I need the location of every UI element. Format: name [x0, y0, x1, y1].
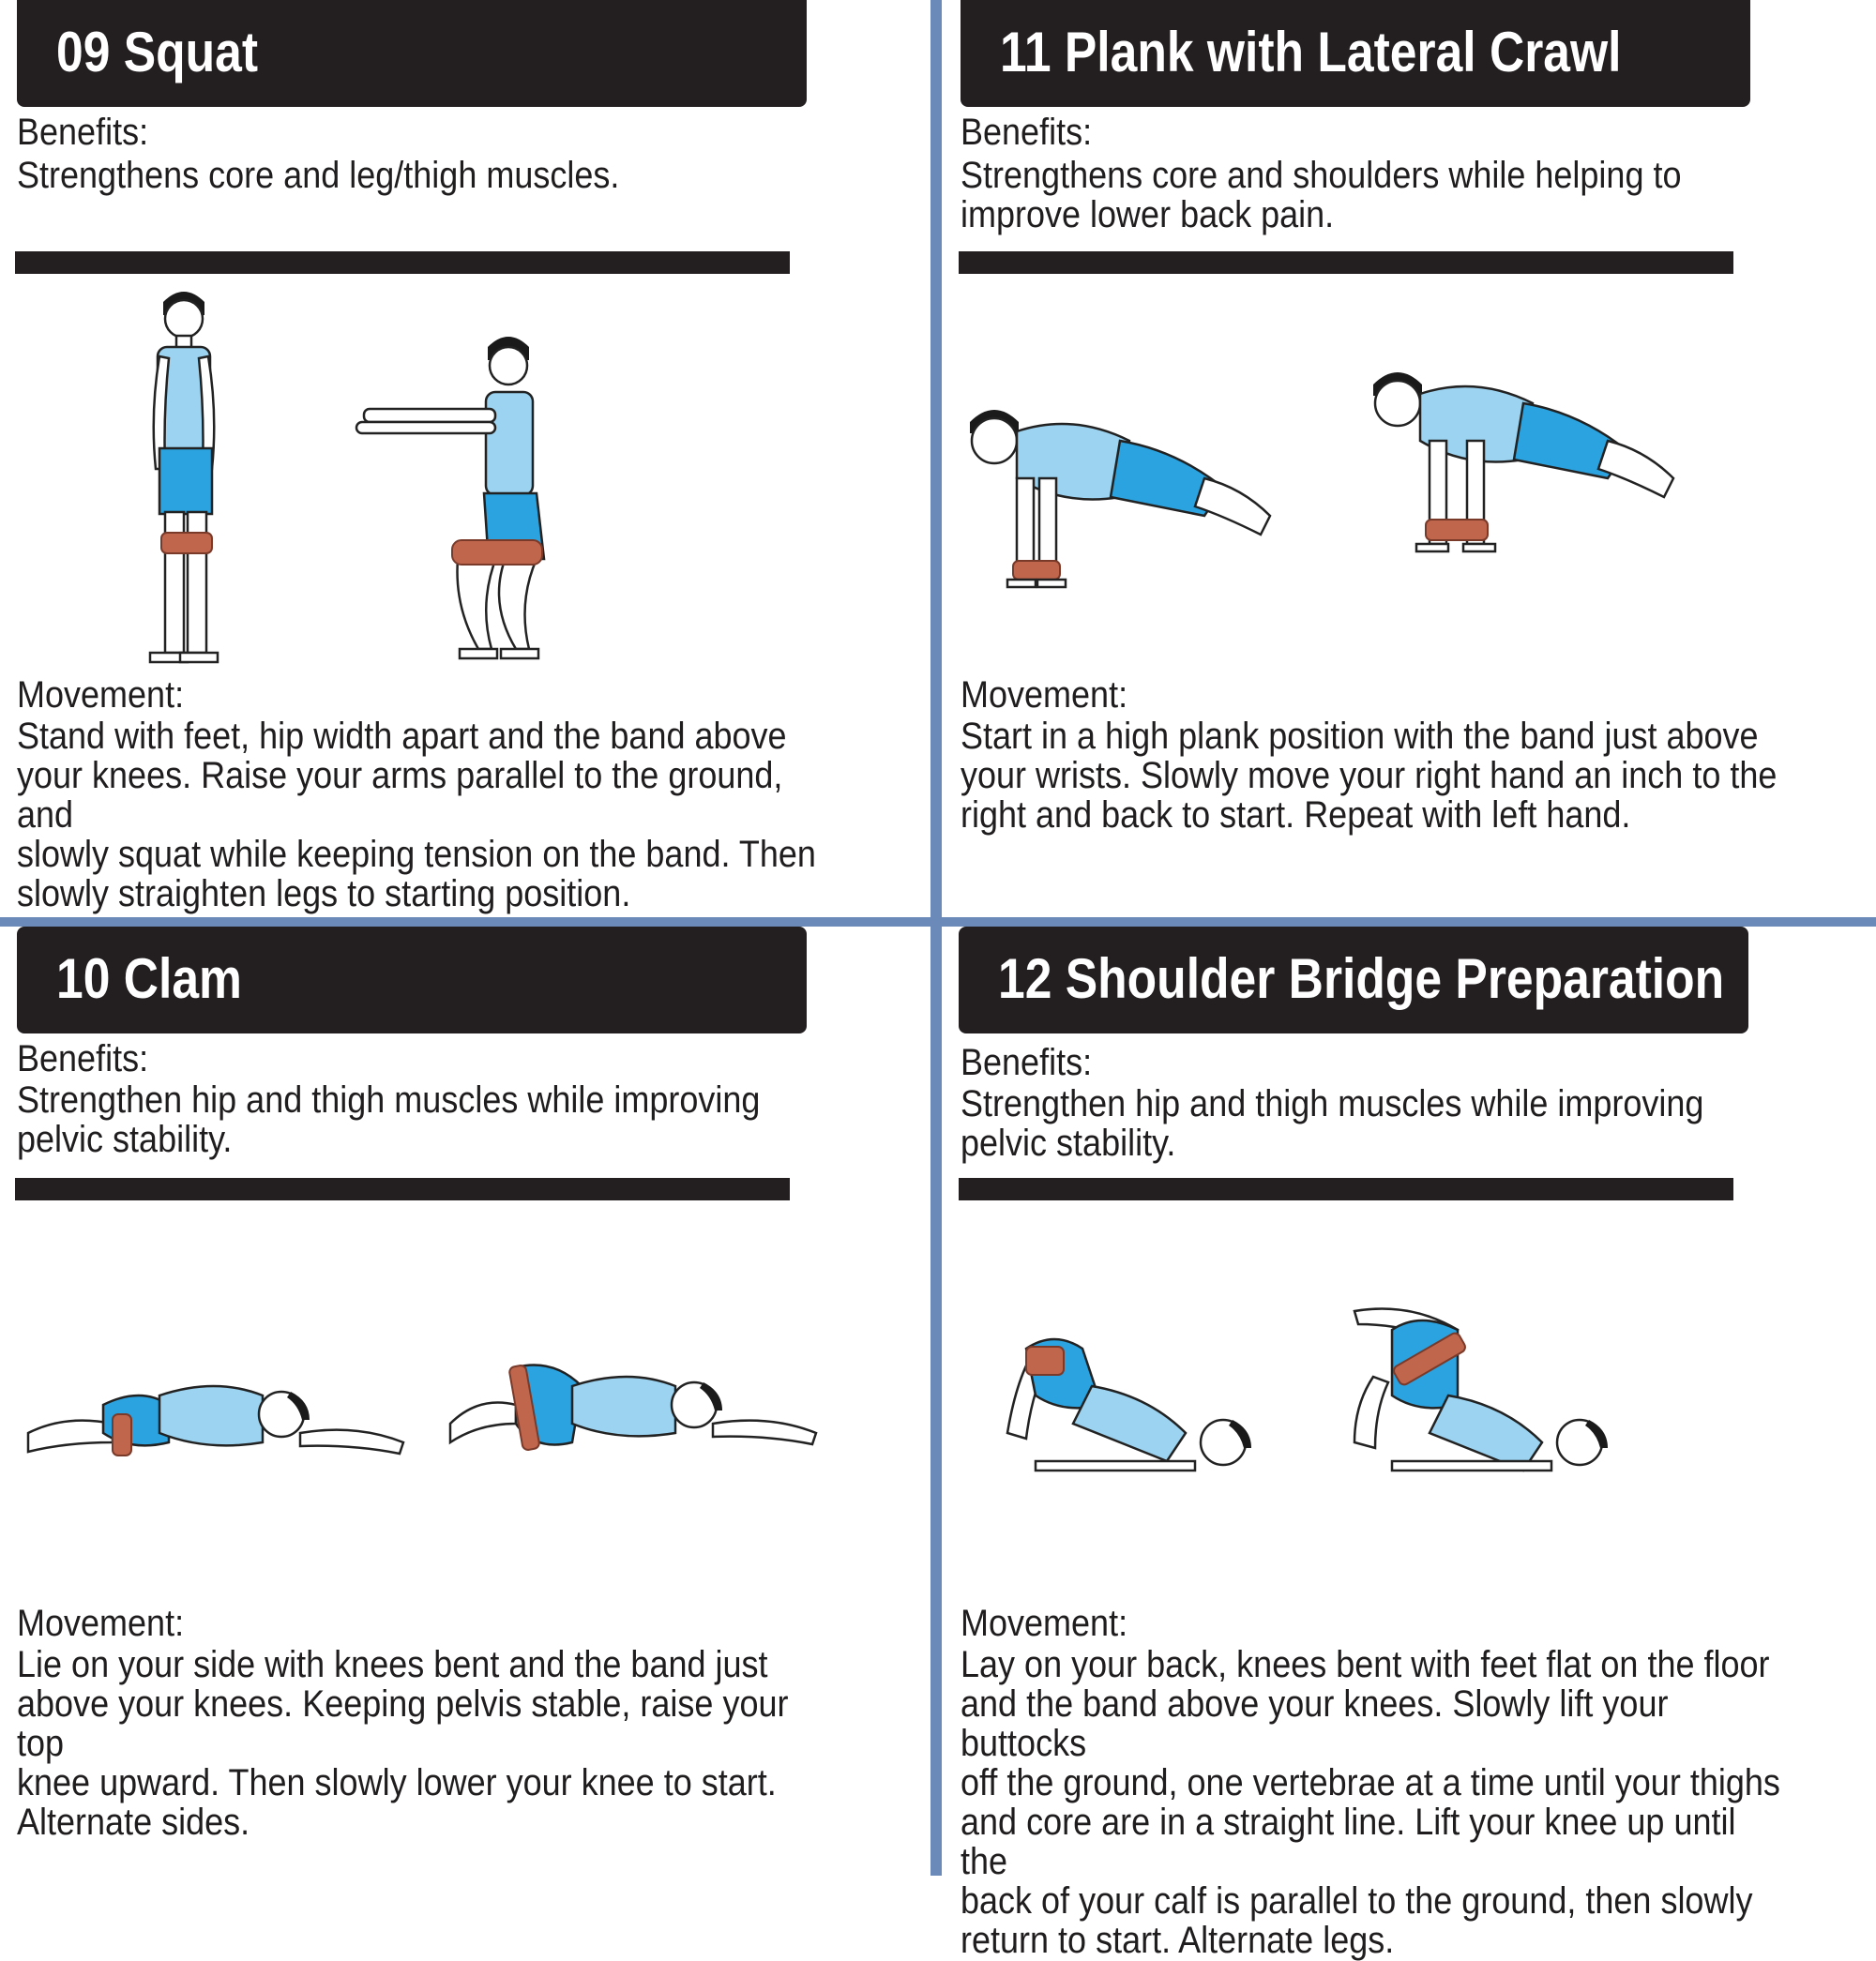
movement-line: slowly straighten legs to starting position. [17, 873, 631, 914]
plank-illustration [961, 366, 1739, 610]
benefits-text [17, 156, 844, 195]
movement-line: your wrists. Slowly move your right hand an inch to the [961, 755, 1778, 796]
plank-figure-start [970, 410, 1270, 587]
standing-figure [150, 292, 218, 662]
movement-line: Start in a high plank position with the band just above [961, 716, 1759, 757]
movement-line: right and back to start. Repeat with left hand. [961, 794, 1631, 836]
benefits-label: Benefits: [17, 1038, 149, 1079]
exercise-card-plank-lateral-crawl [942, 0, 1870, 926]
section-rule [959, 1178, 1733, 1200]
exercise-title: 12 Shoulder Bridge Preparation [998, 947, 1725, 1010]
movement-label: Movement: [961, 674, 1128, 716]
movement-line: slowly squat while keeping tension on the band. Then [17, 834, 816, 875]
movement-text [17, 1645, 844, 1842]
movement-line: Lie on your side with knees bent and the band just [17, 1644, 768, 1685]
section-rule [15, 1178, 790, 1200]
exercise-title: 11 Plank with Lateral Crawl [1000, 21, 1622, 83]
movement-line: above your knees. Keeping pelvis stable, raise your top [17, 1683, 789, 1764]
movement-line: Lay on your back, knees bent with feet flat on the floor [961, 1644, 1770, 1685]
benefits-line: pelvic stability. [17, 1119, 233, 1160]
clam-figure-raised [450, 1365, 816, 1451]
movement-line: off the ground, one vertebrae at a time until your thighs [961, 1762, 1780, 1803]
movement-line: return to start. Alternate legs. [961, 1920, 1395, 1961]
clam-figure-start [28, 1386, 403, 1456]
vertical-divider [930, 0, 942, 1876]
benefits-line: pelvic stability. [961, 1123, 1176, 1164]
movement-line: your knees. Raise your arms parallel to the ground, and [17, 755, 783, 836]
exercise-card-squat [0, 0, 929, 926]
squat-illustration [122, 281, 572, 675]
benefits-text [961, 1084, 1788, 1163]
exercise-title: 09 Squat [56, 21, 259, 83]
clam-illustration [19, 1339, 825, 1480]
movement-text [17, 717, 844, 913]
benefits-line: Strengthens core and shoulders while helping to [961, 155, 1682, 196]
movement-label: Movement: [17, 674, 185, 716]
movement-line: Stand with feet, hip width apart and the band above [17, 716, 787, 757]
benefits-label: Benefits: [17, 112, 149, 153]
benefits-line: Strengthens core and leg/thigh muscles. [17, 155, 620, 196]
movement-line: back of your calf is parallel to the ground, then slowly [961, 1880, 1753, 1922]
title-bar [959, 927, 1748, 1033]
plank-figure-crawl [1373, 372, 1673, 551]
movement-line: and the band above your knees. Slowly lift your buttocks [961, 1683, 1669, 1764]
benefits-label: Benefits: [961, 112, 1093, 153]
movement-label: Movement: [17, 1603, 185, 1644]
exercise-title: 10 Clam [56, 947, 242, 1010]
title-bar [17, 0, 807, 107]
bridge-illustration [998, 1302, 1692, 1489]
benefits-line: Strengthen hip and thigh muscles while improving [961, 1083, 1704, 1124]
movement-line: and core are in a straight line. Lift your knee up until the [961, 1802, 1736, 1882]
bridge-figure-leg-raised [1354, 1309, 1608, 1471]
benefits-line: improve lower back pain. [961, 194, 1335, 235]
movement-text [961, 717, 1788, 835]
section-rule [15, 251, 790, 274]
movement-text [961, 1645, 1788, 1960]
movement-line: knee upward. Then slowly lower your knee to start. [17, 1762, 777, 1803]
squatting-figure [356, 337, 544, 658]
bridge-figure-start [1007, 1339, 1251, 1471]
exercise-card-clam [0, 927, 929, 1852]
benefits-text [17, 1080, 844, 1159]
section-rule [959, 251, 1733, 274]
movement-label: Movement: [961, 1603, 1128, 1644]
title-bar [961, 0, 1750, 107]
benefits-text [961, 156, 1788, 234]
benefits-label: Benefits: [961, 1042, 1093, 1083]
movement-line: Alternate sides. [17, 1802, 250, 1843]
benefits-line: Strengthen hip and thigh muscles while improving [17, 1079, 761, 1121]
title-bar [17, 927, 807, 1033]
exercise-card-shoulder-bridge [942, 927, 1870, 1961]
